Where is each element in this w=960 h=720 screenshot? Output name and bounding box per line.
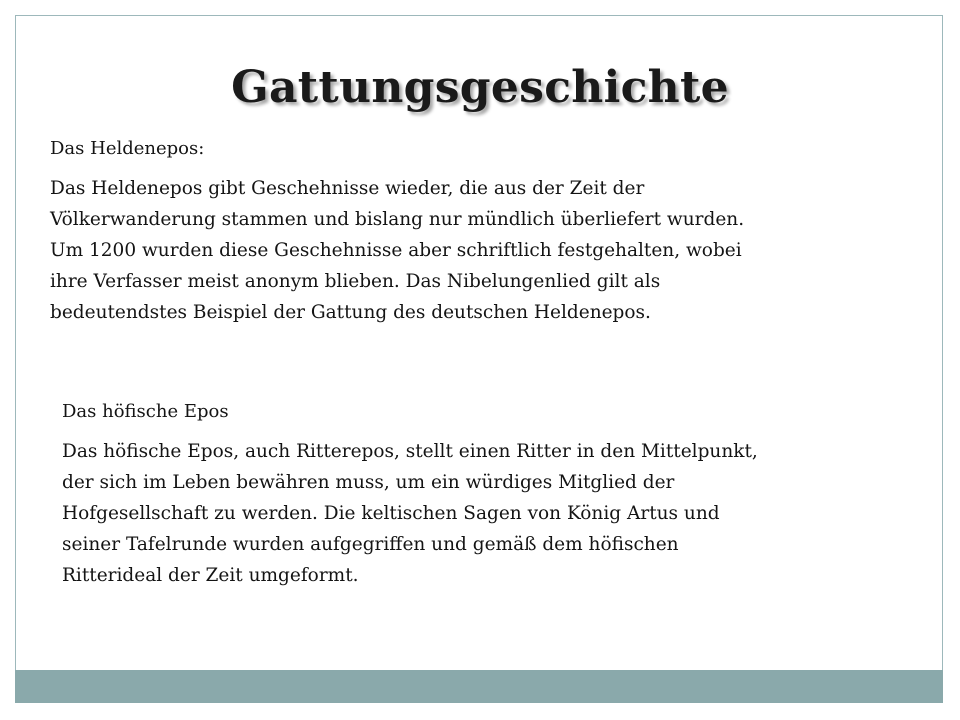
section-heldenepos <box>50 137 890 328</box>
section-hoefisches-epos <box>62 400 892 591</box>
body-line: Hofgesellschaft zu werden. Die keltischen Sagen von König Artus und <box>62 503 720 524</box>
slide-frame <box>15 15 943 703</box>
section-body <box>50 173 890 328</box>
body-line: Ritterideal der Zeit umgeformt. <box>62 565 359 586</box>
slide-title: Gattungsgeschichte <box>231 62 729 113</box>
body-line: ihre Verfasser meist anonym blieben. Das Nibelungenlied gilt als <box>50 271 661 292</box>
body-line: Das höfische Epos, auch Ritterepos, stellt einen Ritter in den Mittelpunkt, <box>62 441 758 462</box>
body-line: seiner Tafelrunde wurden aufgegriffen und gemäß dem höfischen <box>62 534 679 555</box>
body-line: Völkerwanderung stammen und bislang nur mündlich überliefert wurden. <box>50 209 745 230</box>
section-heading: Das Heldenepos: <box>50 138 205 159</box>
footer-bar <box>15 670 943 703</box>
body-line: Um 1200 wurden diese Geschehnisse aber schriftlich festgehalten, wobei <box>50 240 742 261</box>
section-body <box>62 436 892 591</box>
body-line: der sich im Leben bewähren muss, um ein würdiges Mitglied der <box>62 472 675 493</box>
section-heading: Das höfische Epos <box>62 401 229 422</box>
body-line: bedeutendstes Beispiel der Gattung des deutschen Heldenepos. <box>50 302 651 323</box>
body-line: Das Heldenepos gibt Geschehnisse wieder, die aus der Zeit der <box>50 178 645 199</box>
